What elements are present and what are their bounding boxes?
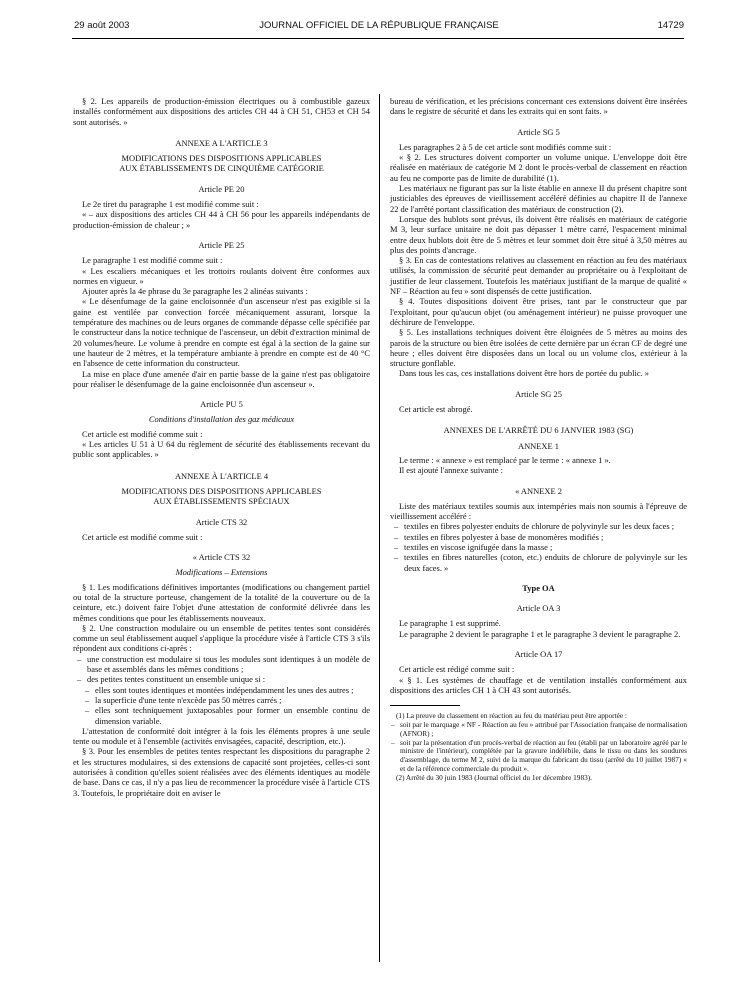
list-item: – elles sont techniquement juxtaposables pour former un ensemble continu de dimension variable. <box>73 705 370 726</box>
annex-subheading: MODIFICATIONS DES DISPOSITIONS APPLICABLES <box>121 153 322 164</box>
paragraph: « Les articles U 51 à U 64 du règlement de sécurité des établissements recevant du public sont applicables. » <box>73 439 370 460</box>
list-item: – textiles en fibres naturelles (coton, etc.) enduits de chlorure de polyvinyle sur les deux faces. » <box>390 552 687 573</box>
annex-heading: ANNEXES DE L'ARRÊTÉ DU 6 JANVIER 1983 (SG) <box>443 425 634 436</box>
paragraph: bureau de vérification, et les précisions concernant ces extensions doivent être insérées dans le registre de sécurité et dans les extraits qui en sont faits. » <box>390 96 687 117</box>
list-item: – textiles en viscose ignifugée dans la masse ; <box>390 542 687 552</box>
paragraph: Liste des matériaux textiles soumis aux intempéries mais non soumis à l'épreuve de vieillissement accéléré : <box>390 500 687 522</box>
article-heading: Article PU 5 <box>200 399 243 410</box>
paragraph: « – aux dispositions des articles CH 44 à CH 56 pour les appareils indépendants de production-émission de chaleur ; » <box>73 209 370 230</box>
paragraph: Le terme : « annexe » est remplacé par le terme : « annexe 1 ». <box>399 454 611 465</box>
footnote: (2) Arrêté du 30 juin 1983 (Journal officiel du 1er décembre 1983). <box>396 772 593 782</box>
article-heading: Article PE 20 <box>198 183 245 194</box>
header-date: 29 août 2003 <box>74 20 130 31</box>
left-column <box>73 96 370 798</box>
header-rule <box>72 38 684 39</box>
article-heading: Article CTS 32 <box>195 516 248 527</box>
annex-subheading: AUX ÉTABLISSEMENTS DE CINQUIÈME CATÉGORIE <box>119 163 324 174</box>
paragraph: Le paragraphe 2 devient le paragraphe 1 et le paragraphe 3 devient le paragraphe 2. <box>399 628 681 639</box>
paragraph: L'attestation de conformité doit intégrer à la fois les éléments propres à une seule tente ou module et à l'ensemble (activités envisagées, capacité, description, etc.). <box>73 725 370 747</box>
paragraph: Les matériaux ne figurant pas sur la liste établie en annexe II du présent chapitre sont justiciables des épreuves de vieillissement accéléré définies au chapitre II de l'annexe 22 de l'arrêté portant classification des matériaux de construction (2). <box>390 183 687 214</box>
annex-heading: ANNEXE À L'ARTICLE 4 <box>174 470 269 481</box>
paragraph: Le paragraphe 1 est supprimé. <box>399 618 501 629</box>
article-heading: Article OA 17 <box>514 649 563 660</box>
annex-heading: « ANNEXE 2 <box>515 485 562 496</box>
right-column <box>390 96 687 783</box>
article-heading: Article OA 3 <box>516 603 561 614</box>
footnote-rule <box>390 705 460 706</box>
paragraph: Cet article est rédigé comme suit : <box>399 664 515 675</box>
paragraph: § 3. En cas de contestations relatives au classement en réaction au feu des matériaux utilisés, la commission de sécurité peut demander au propriétaire ou à l'exploitant de justifier de leur classement. Toutefois les matériaux justifiant de la marque de qualité « NF – Réaction au feu » sont dispensés de cette justification. <box>390 255 687 297</box>
list-item: – la superficie d'une tente n'excède pas 50 mètres carrés ; <box>73 695 370 705</box>
paragraph: Lorsque des hublots sont prévus, ils doivent être réalisés en matériaux de catégorie M 3, leur surface unitaire ne doit pas dépasser 1 mètre carré, l'espacement minimal entre deux hublots doit être de 5 mètres et leur sommet doit être situé à 3,50 mètres au plus des points d'ancrage. <box>390 213 687 255</box>
annex-heading: ANNEXE A L'ARTICLE 3 <box>175 137 268 148</box>
list-item: – des petites tentes constituent un ensemble unique si : <box>73 674 370 684</box>
paragraph: « Le désenfumage de la gaine encloisonnée d'un ascenseur n'est pas exigible si la gaine est ventilée par convection forcée mécaniquement assurant, lorsque la température des machines ou de leurs organes de commande dépasse celle spécifiée par le constructeur dans la notice technique de l'ascenseur, un débit d'extraction minimal de 20 volumes/heure. Le volume à prendre en compte est égal à la section de la gaine sur une hauteur de 2 mètres, et la température ambiante à prendre en compte est de 40 °C en l'absence de cette information du constructeur. <box>73 296 370 369</box>
list-item: – textiles en fibres polyester à base de monomères modifiés ; <box>390 532 687 542</box>
footnote-item: – soit par le marquage « NF - Réaction au feu » attribué par l'Association française de normalisation (AFNOR) ; <box>390 721 687 739</box>
paragraph: § 5. Les installations techniques doivent être éloignées de 5 mètres au moins des parois de la structure ou bien être isolées de cette dernière par un écran CF de degré une heure ; elles doivent être disposées dans un local ou un volume clos, extérieur à la structure gonflable. <box>390 327 687 369</box>
annex-subheading: MODIFICATIONS DES DISPOSITIONS APPLICABLES <box>121 485 322 496</box>
paragraph: Cet article est modifié comme suit : <box>82 531 203 542</box>
annex-subheading: AUX ÉTABLISSEMENTS SPÉCIAUX <box>153 496 290 507</box>
article-heading: « Article CTS 32 <box>192 552 251 563</box>
annex-subheading: ANNEXE 1 <box>517 440 559 451</box>
header-page-number: 14729 <box>657 20 684 31</box>
paragraph: Le 2e tiret du paragraphe 1 est modifié comme suit : <box>82 199 259 210</box>
paragraph: § 1. Les modifications définitives importantes (modifications ou changement partiel ou total de la structure porteuse, changement de la totalité de la couverture ou de la ceinture, etc.) doivent faire l'objet d'une attestation de conformité délivrée dans les mêmes conditions que pour les établissements nouveaux. <box>73 581 370 623</box>
paragraph: Dans tous les cas, ces installations doivent être hors de portée du public. » <box>399 368 650 379</box>
paragraph: Il est ajouté l'annexe suivante : <box>399 465 503 476</box>
paragraph: « § 2. Les structures doivent comporter un volume unique. L'enveloppe doit être réalisée en matériaux de catégorie M 2 dont le procès-verbal de classement en réaction au feu ne comporte pas de limite de durabilité (1). <box>390 152 687 183</box>
list-item: – elles sont toutes identiques et montées indépendamment les unes des autres ; <box>73 685 370 695</box>
type-heading: Type OA <box>522 582 555 593</box>
paragraph: La mise en place d'une amenée d'air en partie basse de la gaine n'est pas obligatoire pour réaliser le désenfumage de la gaine encloisonnée d'un ascenseur ». <box>73 368 370 389</box>
paragraph: « § 1. Les systèmes de chauffage et de ventilation installés conformément aux dispositions des articles CH 1 à CH 43 sont autorisés. <box>390 674 687 695</box>
article-heading: Article PE 25 <box>198 239 245 250</box>
paragraph: Cet article est abrogé. <box>399 404 473 415</box>
article-subtitle: Conditions d'installation des gaz médicaux <box>148 414 295 425</box>
article-heading: Article SG 5 <box>517 126 560 137</box>
article-heading: Article SG 25 <box>515 388 562 399</box>
paragraph: § 2. Une construction modulaire ou un ensemble de petites tentes sont considérés comme un seul établissement auquel s'applique la procédure visée à l'article CTS 3 s'ils répondent aux conditions ci-après : <box>73 622 370 654</box>
paragraph: Cet article est modifié comme suit : <box>82 428 203 439</box>
paragraph: § 4. Toutes dispositions doivent être prises, tant par le constructeur que par l'exploitant, pour qu'aucun objet (ou aménagement intérieur) ne puisse provoquer une déchirure de l'enveloppe. <box>390 296 687 327</box>
footnote-item: – soit par la présentation d'un procès-verbal de réaction au feu (établi par un laboratoire agréé par le ministre de l'intérieur), complétée par la gravure indélébile, dans le tissu ou dans les soudures d'assemblage, du terme M 2, suivi de la marque du fabricant du tissu (arrêté du 10 juillet 1987) « et de la référence commerciale du produit ». <box>390 739 687 774</box>
paragraph: § 3. Pour les ensembles de petites tentes respectant les dispositions du paragraphe 2 et les structures modulaires, si des extensions de capacité sont projetées, celles-ci sont autorisées à condition qu'elles soient réalisées avec des éléments identiques au modèle de base. Dans ce cas, il n'y a pas lieu de recommencer la procédure visée à l'article CTS 3. Toutefois, le propriétaire doit en aviser le <box>73 746 370 798</box>
paragraph: § 2. Les appareils de production-émission électriques ou à combustible gazeux installés conformément aux dispositions des articles CH 44 à CH 51, CH53 et CH 54 sont autorisés. » <box>73 96 370 127</box>
article-subtitle: Modifications – Extensions <box>175 567 268 578</box>
list-item: – une construction est modulaire si tous les modules sont identiques à un modèle de base et assemblés dans les mêmes conditions ; <box>73 654 370 675</box>
paragraph: Les paragraphes 2 à 5 de cet article sont modifiés comme suit : <box>399 141 612 152</box>
footnote: (1) La preuve du classement en réaction au feu du matériau peut être apportée : <box>396 711 627 721</box>
column-divider <box>379 94 380 962</box>
page-header <box>74 20 684 38</box>
paragraph: Ajouter après la 4e phrase du 3e paragraphe les 2 alinéas suivants : <box>82 286 308 297</box>
header-title: JOURNAL OFFICIEL DE LA RÉPUBLIQUE FRANÇAISE <box>259 20 499 31</box>
paragraph: Le paragraphe 1 est modifié comme suit : <box>82 255 223 266</box>
list-item: – textiles en fibres polyester enduits de chlorure de polyvinyle sur les deux faces ; <box>390 521 687 531</box>
paragraph: « Les escaliers mécaniques et les trottoirs roulants doivent être conformes aux normes en vigueur. » <box>73 265 370 286</box>
